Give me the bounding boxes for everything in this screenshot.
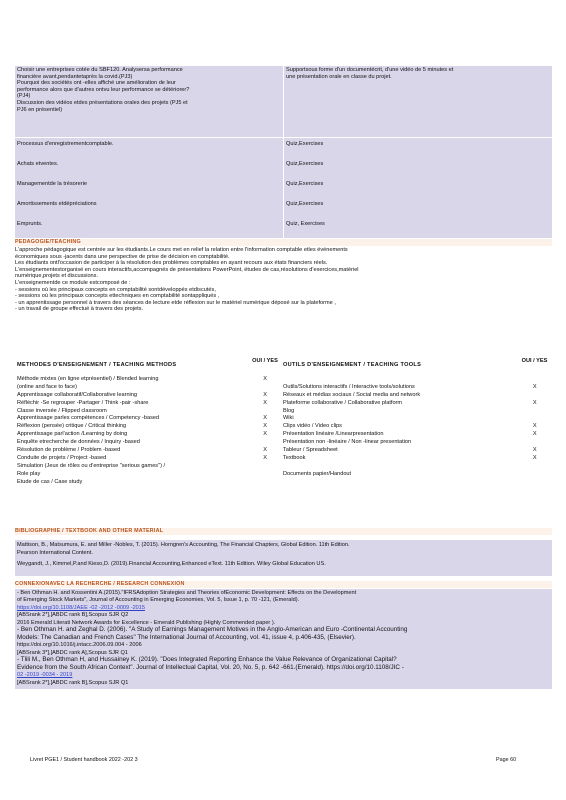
method-label: Simulation (Jeux de rôles ou d'entreprise "serious games") /	[17, 462, 166, 469]
tool-row	[279, 455, 552, 463]
method-check: X	[263, 415, 267, 422]
deliverable-line: Supportsous forme d'un documentécrit, d'une vidéo de 5 minutes et	[286, 67, 454, 73]
method-row	[15, 463, 279, 471]
pedagogie-line: L'enseignementestorganisé en cours interactifs,accompagnés de présentations PowerPoint, études de cas,résolutions d'exercices,matériel	[15, 266, 359, 273]
method-label: Apprentissage parl'action /Learning by doing	[17, 431, 128, 438]
method-label: (online and face to face)	[17, 383, 78, 390]
tool-check	[518, 408, 552, 416]
tool-label: Outils/Solutions interactifs / Interactive tools/solutions	[283, 383, 415, 390]
method-check: X	[263, 399, 267, 406]
method-row	[15, 415, 279, 423]
tool-label: Blog	[283, 407, 295, 414]
methods-yes-header: OUI / YES	[252, 358, 278, 364]
tool-label	[279, 479, 518, 487]
method-check: X	[263, 423, 267, 430]
footer-page-number: Page 60	[496, 757, 517, 763]
project-description-cell	[15, 66, 283, 137]
tool-label: Clips vidéo / Video clips	[283, 423, 342, 430]
tool-label: Wiki	[283, 415, 294, 422]
pedagogie-body	[15, 247, 552, 313]
research-heading: CONNEXIONAVEC LA RECHERCHE / RESEARCH CONNEXION	[15, 581, 552, 588]
method-label: Conduite de projets / Project -based	[17, 454, 107, 461]
methods-header: METHODES D'ENSEIGNEMENT / TEACHING METHODS	[17, 362, 177, 368]
deliverables-lines	[286, 67, 550, 80]
method-label: Etude de cas / Case study	[17, 478, 83, 485]
topic-row	[15, 198, 552, 218]
tool-label	[279, 376, 518, 384]
project-line: Discussion des vidéos etdes présentations orales des projets (PJ5 et	[17, 99, 188, 106]
tool-row	[279, 471, 552, 479]
method-row	[15, 479, 279, 487]
topic-row	[15, 158, 552, 178]
tool-row	[279, 392, 552, 400]
tool-check: X	[532, 399, 537, 406]
tools-yes-header: OUI / YES	[521, 358, 548, 364]
tool-check	[518, 471, 552, 479]
tool-label: Documents papier/Handout	[283, 470, 352, 477]
method-row	[15, 376, 279, 384]
pedagogie-line: - sessions où les principaux concepts en comptabilité sontdéveloppés etdiscutés,	[15, 286, 216, 293]
tool-label: Présentation non -linéaire / Non -linear presentation	[283, 439, 412, 446]
method-row	[15, 439, 279, 447]
tool-check	[518, 463, 552, 471]
method-row	[15, 431, 279, 439]
topic-assessment: Quiz,Exercises	[284, 198, 552, 218]
topics-table	[15, 138, 552, 238]
tool-row	[279, 400, 552, 408]
tool-check	[518, 479, 552, 487]
research-line: https://doi.org/10.1016/j.intacc.2006.09.004 - 2006	[17, 642, 142, 649]
tool-label: Plateforme collaborative / Collaborative platform	[283, 399, 403, 406]
method-label: Apprentissage parles compétences / Competency -based	[17, 415, 160, 422]
topic-row	[15, 218, 552, 238]
method-label: Classe inversée / Flipped classroom	[17, 407, 107, 414]
topic-assessment: Quiz,Exercises	[284, 158, 552, 178]
method-row	[15, 447, 279, 455]
research-line: [ABSrank 3*],[ABDC rank A],Scopus SJR Q1	[17, 649, 128, 656]
topic-label: Managementde la trésorerie	[15, 178, 283, 198]
tool-check	[518, 439, 552, 447]
method-row	[15, 400, 279, 408]
tool-row	[279, 384, 552, 392]
tool-check	[518, 376, 552, 384]
tool-check	[518, 415, 552, 423]
method-label: Résolution de problème / Problem -based	[17, 447, 121, 454]
method-check	[251, 471, 279, 479]
research-line: Evidence from the South African Context". Journal of Intellectual Capital, Vol. 20, No. 5, p. 642 -661.(Emerald). https://doi.org/10.1108/JIC -	[17, 663, 404, 671]
tool-row	[279, 415, 552, 423]
method-check	[251, 384, 279, 392]
method-label: Méthode mixtes (en ligne etprésentiel) / Blended learning	[17, 376, 159, 382]
method-check: X	[263, 376, 267, 382]
method-check: X	[263, 454, 267, 461]
method-label: Réflexion (pensée) critique / Critical thinking	[17, 423, 127, 430]
topic-label: Emprunts.	[15, 218, 283, 238]
method-check	[251, 439, 279, 447]
footer-handbook: Livret PGE1 / Student handbook 2022 -202 3	[30, 757, 138, 763]
research-line: 2016 Emerald Literati Network Awards for Excellence - Emerald Publishing (Highly Commended paper ).	[17, 619, 276, 626]
topic-label: Achats etventes.	[15, 158, 283, 178]
tool-label: Réseaux et médias sociaux / Social media and network	[283, 391, 421, 398]
tool-check: X	[532, 454, 537, 461]
method-check	[251, 479, 279, 487]
project-line: (PJ4)	[17, 93, 31, 100]
method-row	[15, 408, 279, 416]
research-line: of Emerging Stock Markets", Journal of Accounting in Emerging Economies, Vol. 5, Issue 1, p. 70 -121, (Emerald).	[17, 597, 300, 604]
tool-row	[279, 447, 552, 455]
research-line: - Tlili M., Ben Othman H, and Hussainey K. (2019). "Does Integrated Reporting Enhance the Value Relevance of Organizational Capital?	[17, 655, 397, 663]
research-line: [ABSrank 2*],[ABDC rank B],Scopus SJR Q1	[17, 679, 129, 686]
topic-label: Amortissements etdépréciations	[15, 198, 283, 218]
method-row	[15, 455, 279, 463]
pedagogie-heading: PEDAGOGIE/TEACHING	[15, 239, 552, 246]
bibliography-heading: BIBLIOGRAPHIE / TEXTBOOK AND OTHER MATERIAL	[15, 528, 552, 535]
tool-row	[279, 376, 552, 384]
tool-check: X	[532, 431, 537, 438]
deliverable-line: une présentation orale en classe du projet.	[286, 73, 392, 80]
pedagogie-line: L'enseignementde ce module estcomposé de :	[15, 279, 131, 286]
tool-row	[279, 431, 552, 439]
research-line: https://doi.org/10.1108/JAEE -02 -2012 -0009 -2015	[17, 604, 146, 611]
tool-check: X	[532, 423, 537, 430]
method-label: Enquête etrecherche de données / Inquiry -based	[17, 439, 140, 446]
bibliography-line: Weygandt, J., Kimmel,P.and Kieso,D. (2019).Financial Accounting,Enhanced eText. 11th Edition. Wiley Global Education US.	[17, 561, 326, 567]
project-line: Pourquoi des sociétés ont -elles affiché une amélioration de leur	[17, 80, 176, 87]
research-line: - Ben Othman H. and Kossentini A.(2015)."IFRSAdoption Strategies and Theories ofEconomic Development: Effects on the Development	[17, 590, 357, 596]
method-row	[15, 471, 279, 479]
method-check	[251, 408, 279, 416]
method-check: X	[263, 431, 267, 438]
pedagogie-line: - sessions où les principaux concepts ettechniques en comptabilité sontappliqués ,	[15, 293, 220, 300]
topic-assessment: Quiz,Exercises	[284, 178, 552, 198]
topic-row	[15, 178, 552, 198]
method-row	[15, 423, 279, 431]
method-label: Réfléchir -Se regrouper -Partager / Think -pair -share	[17, 399, 149, 406]
pedagogie-line: Les étudiants ontl'occasion de participer à la résolution des problèmes comptables en ayant recours aux états financiers réels.	[15, 260, 328, 267]
research-line: Models: The Canadian and French Cases" The International Journal of Accounting, vol. 41, issue 4, p.406-435, (Elsevier).	[17, 633, 356, 641]
tool-row	[279, 463, 552, 471]
tool-check	[518, 392, 552, 400]
project-line: financière avant,pendantetaprès la covid.(PJ3)	[17, 73, 133, 80]
project-description-lines	[17, 67, 281, 113]
tool-label: Tableur / Spreadsheet	[283, 447, 338, 454]
bibliography-body	[15, 540, 552, 576]
tool-check: X	[532, 383, 537, 390]
topic-row	[15, 138, 552, 158]
tool-check: X	[532, 447, 537, 454]
topic-assessment: Quiz, Exercises	[284, 218, 552, 238]
deliverables-cell	[284, 66, 552, 137]
methods-table	[15, 357, 552, 486]
research-body	[15, 589, 552, 689]
tool-row	[279, 479, 552, 487]
method-row	[15, 392, 279, 400]
research-line: [ABSrank 2*],[ABDC rank B],Scopus SJR Q2	[17, 612, 129, 619]
pedagogie-line: économiques sous -jacents dans une perspective de prise de décision en comptabilité.	[15, 253, 230, 260]
method-check: X	[263, 447, 267, 454]
method-check: X	[263, 391, 267, 398]
pedagogie-line: numérique,projets et discussions.	[15, 273, 99, 280]
research-line: - Ben Othman H. and Zeghal D. (2006). "A Study of Earnings Management Motives in the Anglo-American and Euro -Continental Accounting	[17, 625, 408, 633]
topic-assessment: Quiz,Exercises	[284, 138, 552, 158]
tools-header: OUTILS D'ENSEIGNEMENT / TEACHING TOOLS	[283, 362, 422, 368]
project-line: PJ6 en présentiel)	[17, 106, 63, 113]
tool-row	[279, 423, 552, 431]
tool-label: Présentation linéaire /Linearpresentation	[283, 431, 384, 438]
method-label: Role play	[17, 470, 41, 477]
project-line: performance alors que d'autres ontvu leur performance se détériorer?	[17, 86, 190, 93]
tool-label	[279, 463, 518, 471]
topic-label: Processus d'enregistrementcomptable.	[15, 138, 283, 158]
method-label: Apprentissage collaboratif/Collaborative learning	[17, 391, 138, 398]
tool-row	[279, 408, 552, 416]
research-line: 02 -2019 -0034 - 2019	[17, 672, 73, 679]
tool-row	[279, 439, 552, 447]
pedagogie-line: - un travail de groupe effectué à travers des projets.	[15, 306, 144, 313]
pedagogie-line: - un apprentissage personnel à travers des séances de lecture etde réflexion sur le matériel numérique déposé sur la plateforme ,	[15, 299, 336, 306]
project-line: Choisir une entreprises cotée du SBF120. Analysersa performance	[17, 67, 183, 73]
tool-label: Textbook	[283, 454, 306, 461]
bibliography-line: Pearson International Content.	[17, 550, 93, 556]
method-row	[15, 384, 279, 392]
method-check	[251, 463, 279, 471]
bibliography-line: Mattison, B., Matsumura, E. and Miller -Nobles, T. (2015). Horngren's Accounting, The Financial Chapters, Global Edition. 11th Edition.	[17, 542, 350, 548]
methods-list	[15, 376, 279, 486]
pedagogie-line: L'approche pédagogique est centrée sur les étudiants.Le cours met en relief la relation entre l'information comptable etles événements	[15, 247, 348, 253]
tools-list	[279, 376, 552, 486]
